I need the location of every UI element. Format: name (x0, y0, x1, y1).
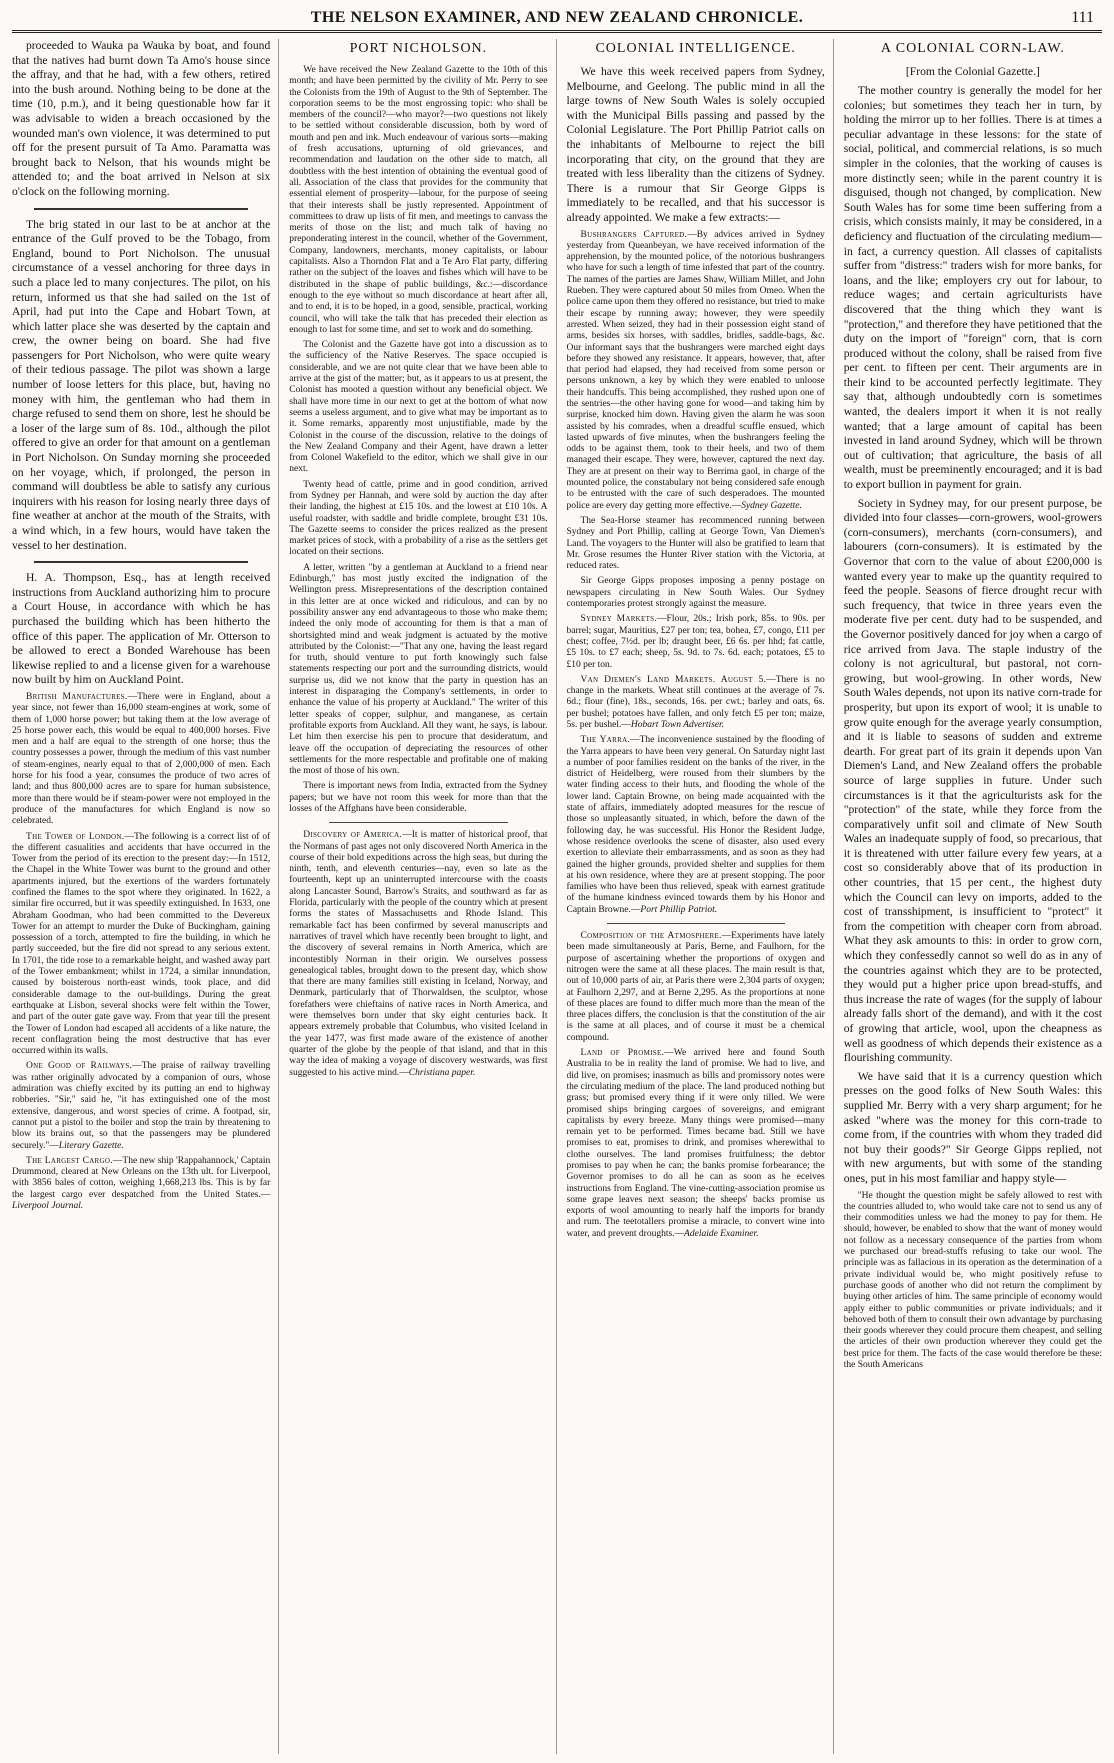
article-lead: Bushrangers Captured. (580, 229, 688, 240)
column-4 (844, 39, 1102, 1754)
article-penny-postage: Sir George Gipps proposes imposing a penny postage on newspapers circulating in New South Wales. Our Sydney contemporaries protest strongly against the measure. (566, 576, 825, 610)
column-1 (12, 39, 279, 1754)
article-source: Christiana paper. (408, 1067, 476, 1078)
section-heading-port-nicholson: PORT NICHOLSON. (349, 41, 488, 56)
article-india-news: There is important news from India, extracted from the Sydney papers; but we have not room this week for more than that the losses of the Affghans have been considerable. (289, 781, 548, 814)
article-land-of-promise (567, 1048, 825, 1240)
article-body: —We arrived here and found South Australia to be in reality the land of promise. We had to live, and did live, on promises; inasmuch as bills and promissory notes were the circulating medium of the place. The land produced nothing but grass; but promised every thing if it were only tilled. We were promised ships bringing cargoes of sovereigns, and emigrant capitalists by every breeze. Many things were promised—many remain yet to be performed. Times became bad. Still we have promises to eat, promises to drink, and promises wherewithal to clothe ourselves. The land promises fruitfulness; the debtor promises to pay when he can; the banks promise forbearance; the Governor promises to do all he can as soon as he eceives instructions from England. The vine-cutting-association promise us some grape leaves next season; the sheeps' backs promise us exports of wool amounting to nearly half the imports for brandy and rum. The teetotallers promise a miracle, to convert wine into water, and prevent droughts.— (566, 1048, 825, 1239)
article-tobago-brig: The brig stated in our last to be at anchor at the entrance of the Gulf proved to be the Tobago, from England, bound to Port Nicholson. The unusual circumstance of a vessel anchoring for three days in such a place led to many conjectures. The pilot, on his return, informed us that she had sailed on the 1st of April, had put into the Cape and Hobart Town, at which latter place she was deserted by the captain and crew, the owner being on board. She had five passengers for Port Nicholson, who were quite weary of their tedious passage. The pilot was shown a large number of loose letters for this place, but, having no money with him, the gentleman who had them in charge refused to send them on shore, lest he should be a loser of the large sum of 8s. 10d., although the pilot offered to give an order for that amount on a gentleman in Port Nicholson. On Sunday morning she proceeded on her voyage, which, if prolonged, the person in command will doubtless be able to satisfy any curious inquirers with his reason for losing nearly three days of fine weather at anchor at the mouth of the Straits, with a wind which, in a few hours, would have taken the vessel to her destination. (12, 217, 271, 552)
newspaper-title: THE NELSON EXAMINER, AND NEW ZEALAND CHRONICLE. (310, 9, 804, 26)
article-colonial-intro: We have this week received papers from Sydney, Melbourne, and Geelong. The public mind in all the large towns of New South Wales is solely occupied with the Municipal Bills passing and passed by the Colonial Legislature. The Port Phillip Patriot calls on the inhabitants of Melbourne to reject the bill incorporating that city, on the ground that they are treated with less liberality than the citizens of Sydney. There is a rumour that Sir George Gipps is immediately to be recalled, and that his successor is already appointed. We make a few extracts:— (566, 65, 825, 224)
divider (34, 561, 248, 563)
article-corn-law-quote: "He thought the question might be safely allowed to rest with the countries alluded to, who would take care not to send us any of their commodities unless we had the money to pay for them. He should, however, be enabled to show that the want of money would not follow as a necessary consequence of the parties from whom we purchased our bread-stuffs refusing to take our wool. The principle was as fallacious in its operation as the determination of a private individual would be, who might positively refuse to purchase goods of another who did not return the compliment by buying other articles of him. The same principle of economy would apply either to public communities or private individuals; and it behoved both of them to consult their own advantage by purchasing their goods wherever they could procure them cheapest, and selling the articles of their own production wherever they could get the best price for them. The facts of the case would therefore be these: the South Americans (843, 1190, 1102, 1370)
article-lead: Discovery of America. (303, 830, 403, 841)
article-corn-law-2: Society in Sydney may, for our present purpose, be divided into four classes—corn-growers, wool-growers (corn-consumers), merchants (corn-consumers), and labourers (corn-consumers). It is estimated by the Governor that corn to the value of about £200,000 is wanted every year to make up the quantity required to feed the people. Seasons of fierce drought recur with such frequency, that twice in three years even the moderate five per cent. duty had to be suspended, and the Governor positively danced for joy when a cargo of rice arrived from Java. The staple industry of the colony is not agricultural, but pastoral, not corn-growing, but wool-growing. In other words, New South Wales depends, not upon its native corn-trade for prosperity, but upon its export of wool; it is unable to grow quite enough for the average yearly consumption, and it is liable to seasons of sudden and extreme dearth. For great part of its grain it depends upon Van Diemen's Land, and New Zealand offers the probable source of large supplies in future. Under such circumstances is it that the agriculturists ask for the "protection" of the state, while they force from the comparatively unfit soil and climate of New South Wales an inadequate supply of food, so precarious, that it is threatened with utter failure every few years, at a cost so considerably above that of its production in other countries, that 15 per cent., the highest duty which the Council can levy on imports, added to the cost of transshipment, is insufficient to "protect" it from the competition with cheaper corn from abroad. What they ask amounts to this: in order to grow corn, which they confessedly cannot so well do as in any of the countries against which they are to be protected, they would put a higher price upon bread-stuffs, and thus increase the rate of wages (for the supply of labour already falls short of the demand), and with it the cost of growing that article, wool, upon the cheapness as well as goodness of which depends their existence as a flourishing community. (843, 496, 1102, 1065)
article-body: —The following is a correct list of of the different casualities and accidents that have occurred in the Tower from the period of its erection to the present day:—In 1512, the Chapel in the White Tower was burnt to the ground and other apartments injured, but the exertions of the warders fortunately confined the flames to the spot where they originated. In 1622, a similar fire occurred, but it was speedily extinguished. In 1633, one Abraham Goodman, who had been committed to the Devereux Tower for an attempt to murder the Duke of Buckingham, gaining possession of a torch, attempted to fire the building, in which he partly succeeded, but the fire did not spread to any serious extent. In 1701, the tide rose to a remarkable height, and washed away part of the Tower embankment; whilst in 1724, a similar innundation, caused by boisterous north-east winds, took place, and did considerable damage to the out-buildings. During the great earthquake at Lisbon, several shocks were felt within the Tower, and part of the outer gate gave way. From that year till the present the Tower of London had escaped all accidents of a like nature, the recent conflagration being the most destructive that has ever occurred within its walls. (12, 831, 271, 1057)
article-lead: Sydney Markets. (580, 614, 658, 625)
section-heading-colonial-intelligence: COLONIAL INTELLIGENCE. (595, 41, 796, 56)
article-corporation: We have received the New Zealand Gazette to the 10th of this month; and have been permitted by the civility of Mr. Perry to see the Colonists from the 19th of August to the 9th of September. The corporation seems to be the most engrossing topic: who shall be members of the council?—who mayor?—two questions not likely to be settled without considerable discussion, both by word of mouth and pen and ink. Much endeavour of various sorts—making of fresh accusations, upturning of old grievances, and recommendation and laudation on the other side to match, all doubtless with the best intention of obtaining the eventual good of all. Association of the class that provides for the community that essential element of prosperity—labour, for the purpose of seeing that their interests shall be justly represented. Appointment of committees to draw up lists of fit men, and meetings to canvass the merits of those on the list; and much talk of having no preponderating interest in the council, whether of the Government, Company, landowners, merchants, money capitalists, or labour capitalists. Also a Thorndon Flat and a Te Aro Flat party, differing rather on the subject of the loaves and fishes which will have to be distributed in the shape of public buildings, &c.:—discordance enough to the eye without so much discordance at heart after all, and to end, it is to be hoped, in a good, sensible, practical, working council, who will take the talk that has preceded their election as enough to last for some time, and set to work and do something. (289, 65, 548, 335)
article-bushrangers (567, 230, 825, 512)
article-cattle: Twenty head of cattle, prime and in good condition, arrived from Sydney per Hannah, and were sold by auction the day after their landing, the highest at £15 10s. and the lowest at £10 10s. A useful roadster, with saddle and bridle complete, brought £31 10s. The Gazette seems to consider the prices realized as the present market prices of stock, with a probability of a rise as the settlers get located on their sections. (289, 479, 548, 558)
page-number: 111 (1071, 9, 1094, 26)
divider (607, 923, 785, 924)
article-lead: British Manufactures. (26, 691, 128, 702)
article-sea-horse: The Sea-Horse steamer has recommenced running between Sydney and Port Phillip, calling at George Town, Van Diemen's Land. The voyagers to the Hunter will also be gratified to learn that Mr. Grose resumes the Hunter River station with the Victoria, at reduced rates. (566, 515, 825, 572)
article-vdl-markets (567, 675, 825, 731)
column-2 (289, 39, 556, 1754)
article-body: —Experiments have lately been made simultaneously at Paris, Berne, and Faulhorn, for the purpose of ascertaining whether the proportions of oxygen and nitrogen were the same at all these places. The main result is that, out of 10,000 parts of air, at Paris there were 2,304 parts of oxygen; at Faulhorn 2,297, and at Berne 2,295. As the proportions at none of these places are found to differ much more than the mean of the three places differs, the conclusion is that the constitution of the air is the same at all places, and of course it must be a chemical compound. (566, 931, 825, 1043)
article-lead: The Tower of London. (26, 831, 125, 842)
article-lead: One Good of Railways. (26, 1061, 133, 1072)
article-source: Hobart Town Advertiser. (630, 720, 725, 730)
article-paramatta-continued: proceeded to Wauka pa Wauka by boat, and found that the natives had burnt down Ta Amo's house since the affray, and that he had, with a few others, retired into the bush around. Nothing being to be done at the time (10, p.m.), and it being questionable how far it was advisable to widen a breach occasioned by the wounded man's own violence, it was determined to put off for the present pursuit of Ta Amo. Paramatta was brought back to Nelson, that his wounds might be attended to; and the boat arrived in Nelson at six o'clock on the following morning. (12, 39, 271, 198)
column-3 (567, 39, 834, 1754)
article-body: —Flour, 20s.; Irish pork, 85s. to 90s. per barrel; sugar, Mauritius, £27 per ton; tea, bohea, £7, congo, £11 per chest; coffee, 7½d. per lb; draught beer, £6 6s. per hhd; fat cattle, £5 10s. to £7 each; sheep, 5s. 9d. to 7s. 6d. each; potatoes, £5 to £10 per ton. (566, 614, 825, 670)
section-heading-corn-law: A COLONIAL CORN-LAW. (880, 41, 1065, 56)
article-body: —By advices arrived in Sydney yesterday from Queanbeyan, we have received information of the apprehension, by the mounted police, of the notorious bushrangers who have for such a length of time infested that part of the country. The names of the parties are James Shaw, William Millet, and John Rueben. They were captured about 50 miles from Omeo. When the police came upon them they offered no resistance, but tried to make their escape by running away; however, they were speedily arrested. When seized, they had in their possession eight stand of arms, besides six horses, with saddles, bridles, saddle-bags, &c. Our informant says that the bushrangers were marched eight days before they showed any resistance. It appears, however, that, after that period had elapsed, they had received from some person or persons unknown, a key by which they were enabled to unloose their handcuffs. This being accomplished, they rushed upon one of the sentries—the other having gone for wood—and taking him by surprise, knocked him down. Having given the alarm he was soon assisted by his comrades, when a dreadful scuffle ensued, which lasted upwards of five minutes, when the bushrangers feeling the odds to be against them, took to their heels, and two of them managed their escape. They were, however, captured the next day. They are at present on their way to Berrima gaol, in charge of the mounted police, the constabulary not being considered safe enough to be entrusted with the care of such desperadoes. The mounted police are every day getting more effective.— (566, 229, 825, 511)
article-atmosphere (567, 931, 825, 1044)
article-sydney-markets (567, 614, 825, 670)
article-railways (12, 1061, 270, 1151)
article-british-manufactures (12, 692, 270, 828)
article-native-reserves: The Colonist and the Gazette have got into a discussion as to the sufficiency of the Native Reserves. The space occupied is considerable, and we are not quite clear that we have been able to arrive at the gist of the matter; but, as it appears to us at present, the Colonist has mooted a question without any beneficial object. We shall have more time in our next to get at the bottom of what now seems a useless argument, and to give what may be important as to it. Some remarks, apparently most unjustifiable, made by the Colonist in the course of the discussion, relative to the doings of the New Zealand Company and their Agent, have drawn a letter from Colonel Wakefield to the editor, which we shall give in our next. (289, 340, 548, 475)
source-note: [From the Colonial Gazette.] (905, 65, 1040, 78)
article-body: —There were in England, about a year since, not fewer than 16,000 steam-engines at work, some of them of 1,000 horse power; but taking them at the low average of 25 horse power each, this would be equal to 400,000 horses. Five men and a half are equal to the strength of one horse; thus the country possesses a power, through the medium of this vast number of steam-engines, nearly equal to that of 2,000,000 of men. Each horse for his food a year, consumes the produce of two acres of land; and thus 800,000 acres are to spare for human subsistence, more than there would be if steam-power were not employed in the produce of the manufactures for which England is now so celebrated. (12, 691, 271, 827)
divider (329, 822, 507, 823)
article-corn-law-3: We have said that it is a currency question which presses on the good folks of New South Wales: this supplied Mr. Berry with a very sharp argument; for he asked "where was the money for this corn-trade to come from, if the countries with whom they traded did not buy their goods?" Sir George Gipps replied, not with new arguments, but with some of the standing ones, put in his most familiar and happy style— (843, 1069, 1102, 1185)
article-tower-of-london (12, 832, 270, 1058)
article-source: Adelaide Examiner. (684, 1228, 759, 1239)
article-source: Port Phillip Patriot. (640, 904, 718, 915)
article-auckland-letter: A letter, written "by a gentleman at Auckland to a friend near Edinburgh," has most justly excited the indignation of the Wellington press. Misrepresentations of the description contained in this letter are at once wicked and ridiculous, and can by no possibility answer any end advantageous to those who make them; indeed the only mode of accounting for them is that a man of shortsighted mind and weak judgment is actuated by the motive attributed by the Colonist:—"That any one, having the least regard for truth, should venture to put forth knowingly such false statements respecting our port and the surrounding districts, would surprise us, did we not know that the party in question has an interest in disparaging the Company's settlements, in order to enhance the value of his property at Auckland." The writer of this letter speaks of copper, sulphur, and manganese, as certain profitable exports from Auckland. All they want, he says, is labour. Let him then exercise his pen to procure that desideratum, and leave off the occupation of depreciating the resources of other settlements for the more respectable and profitable one of making the most of those of his own. (289, 562, 548, 777)
article-body: —The inconvenience sustained by the flooding of the Yarra appears to have been very general. On Saturday night last a number of poor families resident on the banks of the river, in the district of Heidelberg, were roused from their slumbers by the water finding access to their huts, and flooding the whole of the lower land. Captain Browne, on being made acquainted with the state of affairs, immediately adopted measures for the rescue of those so unpleasantly situated, in which, before the dawn of the following day, he was successful. His Honor the Resident Judge, whose residence overlooks the scene of disaster, also used every exertion to alleviate their embarrassments, and as soon as they had gained the higher grounds, provided shelter and supplies for them at his own residence, where they are at present stopping. The poor families who have been thus relieved, speak with earnest gratitude of the humane kindness evinced towards them by his Honor and Captain Browne.— (566, 735, 825, 915)
article-body: —The new ship 'Rappahannock,' Captain Drummond, cleared at New Orleans on the 13th ult. for Liverpool, with 3856 bales of cotton, weighing 1,668,213 lbs. This is by far the largest cargo ever despatched from the United States.— (12, 1155, 271, 1200)
article-lead: The Largest Cargo. (26, 1155, 113, 1166)
masthead (12, 6, 1102, 33)
article-body: —It is matter of historical proof, that the Normans of past ages not only discovered North America in the course of their bold expeditions across the high seas, but during the ninth, tenth, and eleventh centuries—nay, even so late as the fourteenth, kept up an uninterrupted intercourse with the coasts along Lancaster Sound, Barrow's Straits, and southward as far as Florida, particularly with the people of the country which at present forms the states of Massachusetts and Rhode Island. This remarkable fact has been confirmed by several manuscripts and narratives of travel which have recently been brought to light, and the discovery of several remains in North America, which are incontestibly Norman in their origin. We ourselves possess genealogical tables, brought down to the present day, which show that there are many families still existing in Iceland, Norway, and Denmark, particularly that of Thorwaldsen, the sculptor, whose forefathers were chieftains of native races in North America, and were themselves born under that sky eight centuries back. It appears extremely probable that Columbus, who visited Iceland in the year 1477, was first made aware of the existence of another quarter of the globe by the people of that island, and that in this way the idea of making a voyage of discovery westwards, was first suggested to his active mind.— (289, 830, 548, 1078)
article-largest-cargo (12, 1156, 270, 1212)
article-source: Sydney Gazette. (741, 500, 802, 511)
article-yarra (567, 735, 825, 916)
article-lead: Land of Promise. (580, 1048, 665, 1059)
article-lead: The Yarra. (580, 735, 631, 746)
divider (34, 208, 248, 210)
article-source: Liverpool Journal. (12, 1201, 84, 1211)
article-body: —There is no change in the markets. Wheat still continues at the average of 7s. 6d.; flour (fine), 18s., seconds, 16s. per cwt.; barley and oats, 6s. per bushel; potatoes have fallen, and only fetch £5 per ton; maize, 5s. per bushel.— (566, 674, 825, 730)
article-discovery-of-america (289, 830, 547, 1079)
article-source: Literary Gazette. (58, 1140, 124, 1151)
article-lead: Composition of the Atmosphere. (580, 931, 722, 942)
article-body: —The praise of railway travelling was rather originally advocated by a companion of ours, whose admiration was chiefly excited by its putting an end to highway robberies. "Sir," said he, "it has extinguished one of the most extensive, dangerous, and worst species of crime. A footpad, sir, cannot put a pistol to the boiler and stop the train by threatening to blow its brains out, so that the passengers may be plundered securely."— (12, 1061, 271, 1151)
article-court-house: H. A. Thompson, Esq., has at length received instructions from Auckland authorizing him to procure a Court House, in accordance with which he has purchased the building which has been hitherto the office of this paper. The application of Mr. Otterson to be allowed to erect a Bonded Warehouse has been likewise replied to and a license given for a warehouse now built by him on Auckland Point. (12, 571, 271, 687)
article-lead: Van Diemen's Land Markets. August 5. (580, 674, 767, 685)
article-corn-law-1: The mother country is generally the model for her colonies; but sometimes they teach her in turn, by holding the mirror up to her follies. There is at times a peculiar advantage in these lessons: for the state of social, political, and commercial relations, is so much simpler in the colonies, that the working of causes is more distinctly seen; while in the parent country it is disguised, though not changed, by complication. New South Wales has for some time been suffering from a crisis, which consists mainly, it may be considered, in a deficiency and fluctuation of the circulating medium—in fact, a currency question. All classes of capitalists suffer from "distress:" traders wish for more banks, for loans, and the like; employers cry out for labour, to reduce wages; and certain agriculturists have discovered that the thing which they want is "protection," and therefore they have petitioned that the duty on the import of "foreign" corn, that is corn produced without the colony, shall be raised from five per cent. to fifteen per cent. Their arguments are in their kind to be accounted perfectly legitimate. They say that, although undoubtedly corn is sometimes wanted, the dealers import it when it is not really wanted; that a large amount of capital has been invested in land around Sydney, which will be thrown out of cultivation; that agriculture, the basis of all wealth, must be preeminently encouraged; and it is bad to export bullion in payment for grain. (843, 84, 1102, 492)
columns (12, 39, 1102, 1754)
